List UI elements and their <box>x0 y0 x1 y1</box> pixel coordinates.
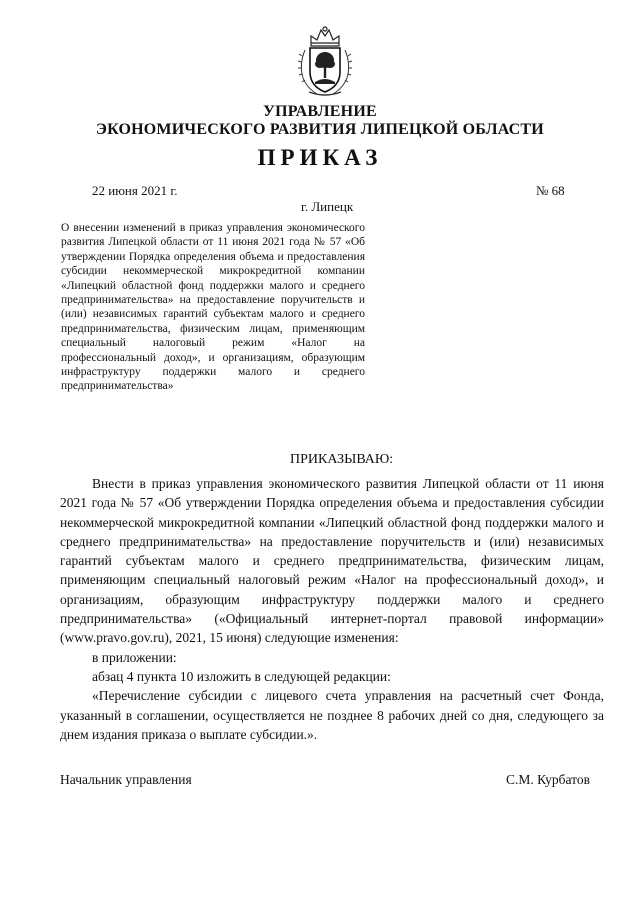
document-city: г. Липецк <box>301 199 354 214</box>
document-type-title: ПРИКАЗ <box>257 145 383 170</box>
body-item-paragraph-change: абзац 4 пункта 10 изложить в следующей редакции: <box>92 668 391 684</box>
signer-name: С.М. Курбатов <box>506 772 590 787</box>
body-quoted-text: «Перечисление субсидии с лицевого счета управления на расчетный счет Фонда, указанный в соглашении, осуществляется не позднее 8 рабочих дней со дня, следующего за днем издания приказа о выплате субсидии.». <box>60 688 604 742</box>
document-body <box>60 474 604 744</box>
signer-position: Начальник управления <box>60 772 192 787</box>
order-keyword: ПРИКАЗЫВАЮ: <box>290 452 394 467</box>
organization-name-line-1: УПРАВЛЕНИЕ <box>263 103 377 120</box>
body-main-paragraph: Внести в приказ управления экономического развития Липецкой области от 11 июня 2021 года № 57 «Об утверждении Порядка определения объема и предоставления субсидии некоммерческой микрокредитной компании «Липецкий областной фонд поддержки малого и среднего предпринимательства» на предоставление поручительств и (или) независимых гарантий субъектам малого и среднего предпринимательства, физическим лицам, применяющим специальный налоговый режим «Налог на профессиональный доход», и организациям, образующим инфраструктуру поддержки малого и среднего предпринимательства» («Официальный интернет-портал правовой информации» (www.pravo.gov.ru), 2021, 15 июня) следующие изменения: <box>60 476 604 646</box>
coat-of-arms-icon <box>297 24 353 100</box>
document-date: 22 июня 2021 г. <box>92 183 178 198</box>
document-number: № 68 <box>536 183 565 198</box>
body-item-appendix: в приложении: <box>92 649 177 665</box>
document-subject: О внесении изменений в приказ управления экономического развития Липецкой области от 11 июня 2021 года № 57 «Об утверждении Порядка определения объема и предоставления субсидии некоммерческой микрокредитной компании «Липецкий областной фонд поддержки малого и среднего предпринимательства» на предоставление поручительств и (или) независимых гарантий субъектам малого и среднего предпринимательства, физическим лицам, применяющим специальный налоговый режим «Налог на профессиональный доход», и организациям, образующим инфраструктуру поддержки малого и среднего предпринимательства» <box>61 222 365 393</box>
organization-name-line-2: ЭКОНОМИЧЕСКОГО РАЗВИТИЯ ЛИПЕЦКОЙ ОБЛАСТИ <box>96 121 544 138</box>
